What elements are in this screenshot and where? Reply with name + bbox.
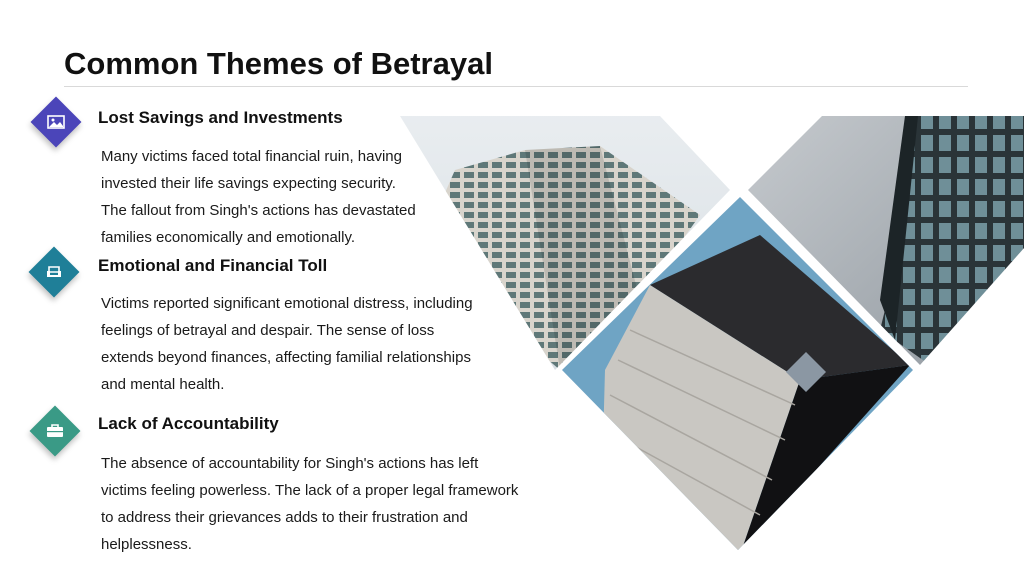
section-body-lost-savings: Many victims faced total financial ruin, having invested their life savings expecting security. The fallout from Singh's actions has devastated families economically and emotionally. xyxy=(101,148,416,246)
section-body-emotional-toll: Victims reported significant emotional distress, including feelings of betrayal and despair. The sense of loss extends beyond finances, affecting familial relationships and mental health. xyxy=(101,295,473,393)
section-heading-emotional-toll: Emotional and Financial Toll xyxy=(98,256,328,275)
slide-title: Common Themes of Betrayal xyxy=(64,46,493,81)
section-heading-accountability: Lack of Accountability xyxy=(98,414,279,433)
section-heading-lost-savings: Lost Savings and Investments xyxy=(98,108,343,127)
section-body-accountability: The absence of accountability for Singh's actions has left victims feeling powerless. The lack of a proper legal framework to address their grievances adds to their frustration and helplessness. xyxy=(101,455,519,553)
